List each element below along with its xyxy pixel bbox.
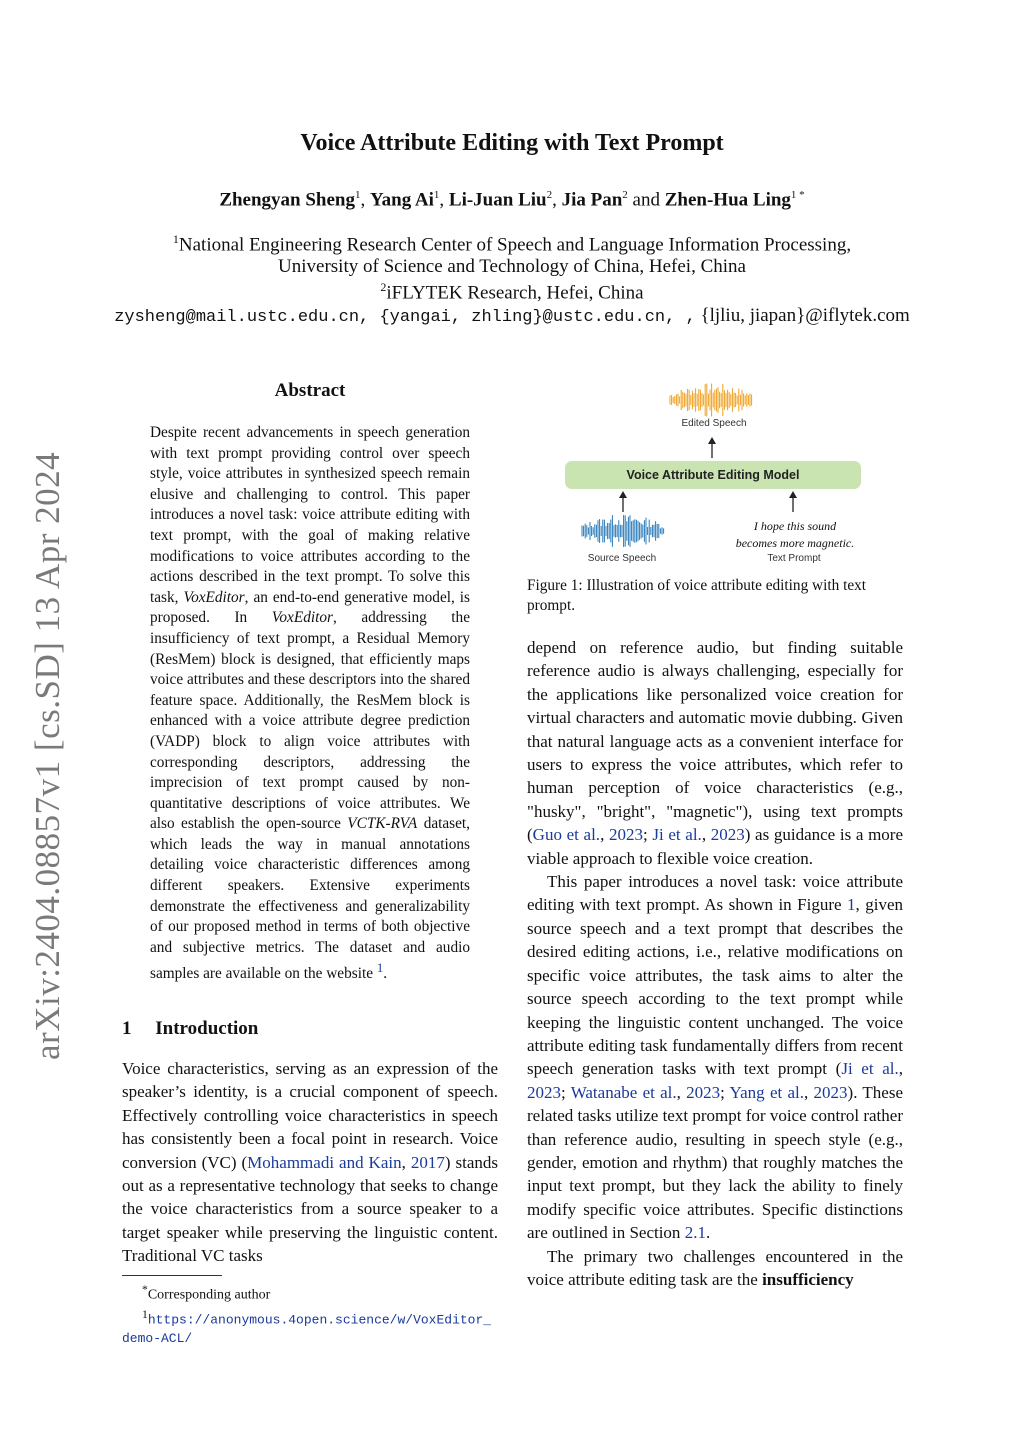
prompt-line: I hope this sound [753, 519, 837, 533]
author-emails [0, 305, 1024, 327]
dataset-name: VCTK-RVA [347, 815, 418, 833]
arrow-head-icon [708, 437, 716, 444]
author-affil-mark: 2 [622, 189, 628, 201]
footnote-link[interactable]: https://anonymous.4open.science/w/VoxEditor_ [147, 1312, 492, 1328]
author-affil-mark: 1 [433, 189, 440, 201]
model-name: VoxEditor [183, 588, 245, 606]
text-prompt-example [715, 518, 875, 552]
arrow-head-icon [619, 491, 627, 498]
author-name: Zhengyan Sheng [219, 189, 356, 211]
edited-speech-waveform [670, 384, 752, 417]
section-heading-introduction: 1 Introduction [122, 1018, 259, 1039]
abstract-body [150, 423, 470, 985]
citation-year-link[interactable]: 2023 [608, 825, 643, 845]
body-text: ; [561, 1082, 571, 1102]
source-speech-waveform [582, 515, 664, 547]
body-text: ). These related tasks utilize text prompt for voice control rather than reference audio, resulting in speech style (e.g., gender, emotion and rhythm) that roughly matches the input text prompt, but they lack the ability to finely modify specific voice attributes. Specific distinctions are outlined in Section [527, 1082, 904, 1243]
body-text: , [804, 1082, 814, 1102]
footnote-link[interactable]: 1 [376, 961, 384, 976]
author-conjunction: and [632, 189, 660, 211]
body-text: , [676, 1082, 687, 1102]
body-text: ) as guidance is a more viable approach to flexible voice creation. [527, 825, 903, 868]
right-column-body [527, 636, 903, 1291]
author-name: Li-Juan Liu [448, 189, 547, 211]
citation-year-link[interactable]: 2023 [710, 825, 745, 845]
source-speech-label: Source Speech [587, 553, 657, 564]
intro-paragraph [122, 1057, 498, 1268]
section-ref-link[interactable]: 2.1 [684, 1223, 706, 1243]
footnote-text: Corresponding author [147, 1287, 271, 1303]
citation-year-link[interactable]: 2023 [527, 1082, 561, 1102]
abstract-text: dataset, which leads the way in manual annotations detailing voice characteristic differences among different speakers. Extensive experiments demonstrate the effectiveness and generalizability of our proposed method in terms of both objective and subjective metrics. The dataset and audio samples are available on the website [150, 815, 470, 983]
footnote-rule [122, 1275, 222, 1276]
citation-link[interactable]: Watanabe et al. [570, 1082, 677, 1102]
paragraph [527, 870, 903, 1245]
paragraph [527, 1245, 903, 1292]
affil-text: National Engineering Research Center of Speech and Language Information Processing, [178, 234, 852, 256]
citation-link[interactable]: Yang et al. [729, 1082, 805, 1102]
author-affil-mark: 1 [355, 189, 361, 201]
abstract-text: , addressing the insufficiency of text prompt, a Residual Memory (ResMem) block is designed, that efficiently maps voice attributes and these descriptors into the shared feature space. Additionally, the ResMem block is enhanced with a voice attribute degree prediction (VADP) block to align voice attributes with corresponding descriptors, addressing the imprecision of text prompt caused by non-quantitative descriptions of voice attributes. We also establish the open-source [150, 609, 470, 833]
author-name: Yang Ai [370, 189, 434, 211]
body-text: depend on reference audio, but finding suitable reference audio is always challenging, especially for the applications like personalized voice creation for virtual characters and automatic movie dubbing. Given that natural language acts as a convenient interface for users to express the voice attributes, which refer to human perception of voice characteristics (e.g., "husky", "bright", "magnetic"), using text prompts ( [527, 638, 903, 845]
body-text: , [898, 1059, 903, 1079]
footnote-corresponding [122, 1280, 502, 1305]
email-mono: zysheng@mail.ustc.edu.cn, {yangai, zhling}@ustc.edu.cn, , [114, 308, 696, 327]
abstract-text: Despite recent advancements in speech generation with text prompt providing control over speech style, voice attributes in synthesized speech remain elusive and challenging to control. This paper introduces a novel task: voice attribute editing with text prompt, with the goal of making relative modifications to voice attributes according to the actions described in the text prompt. To solve this task, [150, 424, 470, 606]
body-text: This paper introduces a novel task: voice attribute editing with text prompt. As shown in Figure [527, 872, 903, 915]
footnote-mark: 1 [142, 1307, 148, 1321]
paper-title: Voice Attribute Editing with Text Prompt [300, 130, 724, 156]
footnotes [122, 1280, 502, 1348]
citation-link[interactable]: Ji et al. [652, 825, 702, 845]
editing-model-box: Voice Attribute Editing Model [565, 461, 861, 489]
footnote-link[interactable]: demo-ACL/ [122, 1331, 193, 1347]
body-text: ; [642, 825, 653, 845]
author-affil-mark: 1 * [790, 189, 805, 201]
email-serif: {ljliu, jiapan}@iflytek.com [700, 305, 910, 326]
author-list: Zhengyan Sheng$^1$, Yang Ai$^1$, Li-Juan Liu$^2$, Jia Pan$^2$ and Zhen-Hua Ling$^{1 *}$ [219, 189, 805, 211]
paragraph [527, 636, 903, 870]
edited-speech-label: Edited Speech [681, 418, 747, 429]
body-text: , given source speech and a text prompt that describes the desired editing actions, i.e., relative modifications on specific voice attributes, the task aims to alter the source speech according to the text prompt while keeping the linguistic content unchanged. The voice attribute editing task fundamentally differs from recent speech generation tasks with text prompt ( [527, 895, 903, 1079]
body-text: ; [720, 1082, 730, 1102]
body-text: The primary two challenges encountered in the voice attribute editing task are the [527, 1246, 903, 1289]
arrow-head-icon [789, 491, 797, 498]
abstract-text: , an end-to-end generative model, is proposed. In [150, 588, 470, 627]
citation-year-link[interactable]: 2023 [813, 1082, 848, 1102]
footnote-url [122, 1305, 502, 1330]
body-text: , [600, 825, 609, 845]
body-text: . [705, 1223, 711, 1243]
body-text: , [701, 825, 711, 845]
bold-text: insufficiency [762, 1269, 854, 1289]
affiliation-line-1 [0, 232, 1024, 256]
body-text: ) stands out as a representative technology that seeks to change the voice characteristics from a source speaker to a target speaker while preserving the linguistic content. Traditional VC tasks [122, 1152, 498, 1266]
citation-link[interactable]: Ji et al. [841, 1059, 899, 1079]
author-name: Zhen-Hua Ling [664, 189, 791, 211]
citation-year-link[interactable]: 2023 [686, 1082, 721, 1102]
arxiv-identifier: arXiv:2404.08857v1 [cs.SD] 13 Apr 2024 [28, 451, 67, 1060]
citation-link[interactable]: Guo et al. [532, 825, 601, 845]
affiliation-line-3 [0, 280, 1024, 304]
abstract-heading: Abstract [274, 380, 346, 401]
figure-ref-link[interactable]: 1 [847, 895, 856, 915]
text-prompt-label: Text Prompt [767, 553, 821, 564]
affil-text: iFLYTEK Research, Hefei, China [386, 282, 644, 304]
prompt-line: becomes more magnetic. [735, 536, 855, 550]
affil-mark: 1 [172, 232, 179, 246]
affiliation-line-2: University of Science and Technology of China, Hefei, China [278, 256, 746, 277]
citation-link[interactable]: Mohammadi and Kain [247, 1152, 402, 1172]
body-text: Voice characteristics, serving as an expression of the speaker’s identity, is a crucial component of speech. Effectively controlling voice characteristics in speech has consistently been a focal point in research. Voice conversion (VC) ( [122, 1059, 498, 1172]
figure-1-caption: Figure 1: Illustration of voice attribute editing with text prompt. [527, 577, 867, 614]
model-name: VoxEditor [271, 609, 333, 627]
author-affil-mark: 2 [546, 189, 553, 201]
affil-mark: 2 [380, 280, 387, 294]
citation-year-link[interactable]: 2017 [410, 1152, 445, 1172]
footnote-mark: * [142, 1283, 148, 1296]
abstract-text: . [383, 965, 388, 983]
footnote-url-cont [122, 1329, 502, 1348]
body-text: , [401, 1152, 411, 1172]
author-name: Jia Pan [561, 189, 623, 211]
